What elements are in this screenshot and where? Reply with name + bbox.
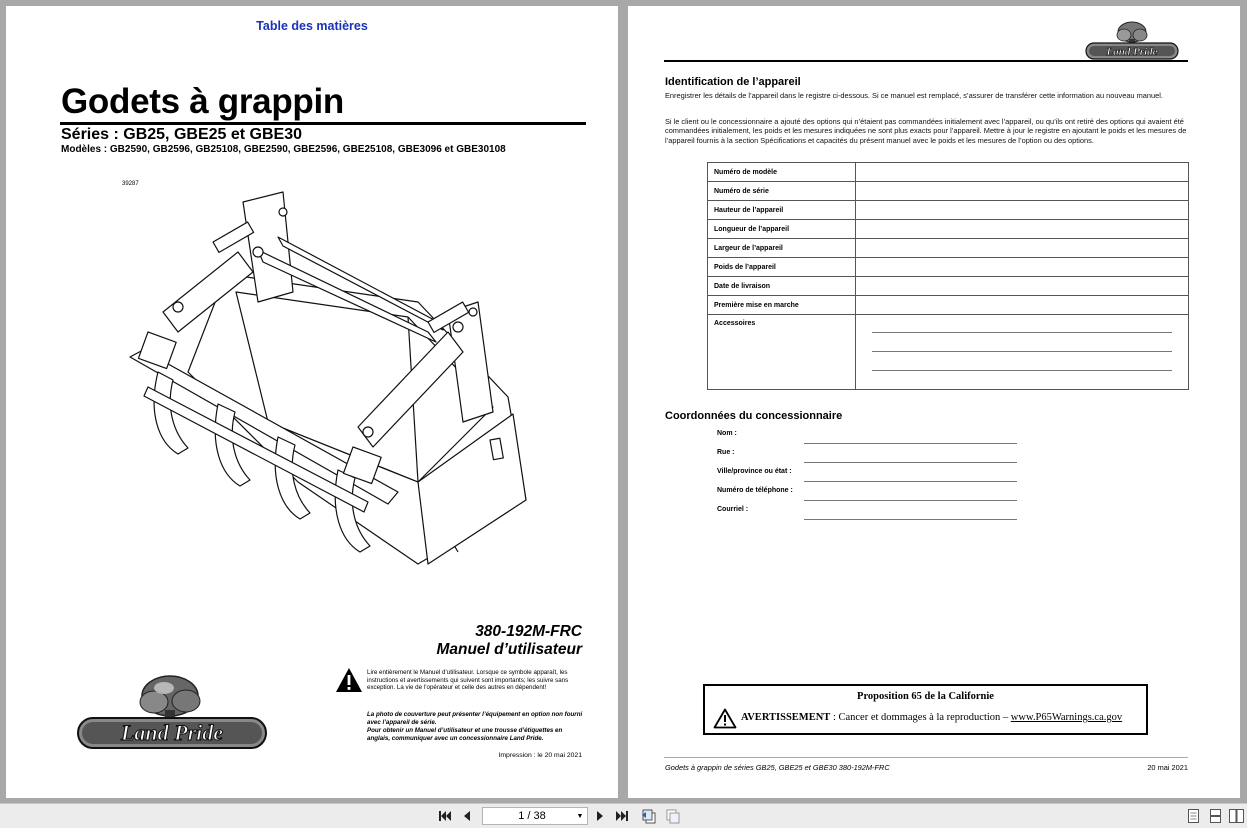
last-page-icon — [615, 810, 629, 822]
table-row — [708, 277, 1189, 296]
table-row — [708, 220, 1189, 239]
dealer-field-label: Numéro de téléphone : — [717, 487, 793, 494]
header-rule — [664, 60, 1188, 62]
go-back-view-button[interactable] — [640, 808, 658, 824]
register-value-cell[interactable] — [856, 163, 1189, 182]
chevron-down-icon: ▼ — [576, 812, 584, 820]
print-date: Impression : le 20 mai 2021 — [498, 752, 582, 759]
register-table — [707, 162, 1189, 390]
manual-name: Manuel d’utilisateur — [436, 641, 582, 658]
warning-triangle-icon — [335, 667, 363, 693]
register-value-cell[interactable] — [856, 277, 1189, 296]
forward-view-icon — [665, 808, 681, 824]
table-row — [708, 258, 1189, 277]
dealer-field-row[interactable] — [717, 449, 1017, 463]
dealer-field-row[interactable] — [717, 468, 1017, 482]
dealer-field-label: Ville/province ou état : — [717, 468, 792, 475]
footer-rule — [664, 757, 1188, 758]
title-rule — [60, 122, 586, 125]
accessories-label: Accessoires — [708, 315, 856, 390]
register-label: Longueur de l’appareil — [708, 220, 856, 239]
dealer-field-line — [804, 519, 1017, 520]
dealer-field-row[interactable] — [717, 430, 1017, 444]
register-value-cell[interactable] — [856, 258, 1189, 277]
register-value-cell[interactable] — [856, 201, 1189, 220]
models-line: Modèles : GB2590, GB2596, GB25108, GBE2590, GBE2596, GBE25108, GBE3096 et GBE30108 — [61, 144, 506, 155]
register-value-cell[interactable] — [856, 182, 1189, 201]
cover-page — [6, 6, 618, 798]
paragraph-register: Enregistrer les détails de l’appareil dans le registre ci-dessous. Si ce manuel est remplacé, s’assurer de transférer cette information au nouveau manuel. — [665, 91, 1163, 100]
dealer-field-line — [804, 462, 1017, 463]
register-value-cell[interactable] — [856, 296, 1189, 315]
grapple-bucket-illustration — [118, 182, 528, 572]
accessories-line — [872, 351, 1172, 352]
two-page-icon — [1229, 809, 1244, 823]
table-row — [708, 182, 1189, 201]
register-label: Poids de l’appareil — [708, 258, 856, 277]
dealer-field-row[interactable] — [717, 487, 1017, 501]
first-page-button[interactable] — [437, 808, 453, 824]
previous-page-button[interactable] — [460, 808, 474, 824]
dealer-field-row[interactable] — [717, 506, 1017, 520]
section-title-identification: Identification de l’appareil — [665, 76, 801, 88]
page-indicator: 1 / 38 — [518, 810, 546, 822]
table-row — [708, 296, 1189, 315]
dealer-field-label: Courriel : — [717, 506, 749, 513]
table-row — [708, 163, 1189, 182]
dealer-field-label: Nom : — [717, 430, 737, 437]
next-page-button[interactable] — [593, 808, 607, 824]
viewer-toolbar — [0, 803, 1247, 828]
continuous-view-button[interactable] — [1208, 808, 1222, 824]
p65-warnings-link[interactable]: www.P65Warnings.ca.gov — [1010, 712, 1123, 723]
prop65-warning-box — [703, 684, 1148, 735]
footer-date: 20 mai 2021 — [1147, 763, 1188, 772]
identification-page — [628, 6, 1240, 798]
register-label: Largeur de l’appareil — [708, 239, 856, 258]
accessories-cell[interactable] — [856, 315, 1189, 390]
register-label: Première mise en marche — [708, 296, 856, 315]
land-pride-logo-small — [1084, 20, 1180, 62]
prop65-description: : Cancer et dommages à la reproduction – — [830, 712, 1011, 723]
safety-warning-text: Lire entièrement le Manuel d’utilisateur. Lorsque ce symbole apparaît, les instructions et avertissements qui suivent sont importants; les suivre sans exception. La vie de l’opérateur et celle des autres en dépendent! — [367, 669, 569, 692]
single-page-view-button[interactable] — [1186, 808, 1200, 824]
logo-text: Land Pride — [120, 720, 224, 745]
first-page-icon — [438, 810, 452, 822]
dealer-field-line — [804, 443, 1017, 444]
prop65-text — [741, 712, 1122, 723]
cover-photo-note: La photo de couverture peut présenter l’équipement en option non fourni avec l’appareil de série. — [367, 711, 583, 726]
register-label: Hauteur de l’appareil — [708, 201, 856, 220]
figure-code: 39287 — [122, 181, 139, 187]
accessories-line — [872, 370, 1172, 371]
land-pride-logo — [74, 674, 270, 756]
dealer-field-label: Rue : — [717, 449, 735, 456]
table-row — [708, 239, 1189, 258]
footer-document-title: Godets à grappin de séries GB25, GBE25 et GBE30 380-192M-FRC — [665, 763, 890, 772]
go-forward-view-button[interactable] — [664, 808, 682, 824]
page-number-select[interactable] — [482, 807, 588, 825]
register-label: Date de livraison — [708, 277, 856, 296]
two-page-view-button[interactable] — [1228, 808, 1244, 824]
back-view-icon — [641, 808, 657, 824]
section-title-dealer: Coordonnées du concessionnaire — [665, 410, 843, 422]
next-page-icon — [595, 810, 605, 822]
register-value-cell[interactable] — [856, 239, 1189, 258]
series-subtitle: Séries : GB25, GBE25 et GBE30 — [61, 126, 302, 143]
document-title: Godets à grappin — [61, 82, 345, 121]
table-of-contents-link[interactable]: Table des matières — [256, 19, 368, 33]
table-row — [708, 201, 1189, 220]
dealer-field-line — [804, 500, 1017, 501]
manual-number: 380-192M-FRC — [475, 623, 582, 640]
single-page-icon — [1188, 809, 1199, 823]
accessories-line — [872, 332, 1172, 333]
prop65-warning-label: AVERTISSEMENT — [741, 712, 831, 723]
register-label: Numéro de série — [708, 182, 856, 201]
register-label: Numéro de modèle — [708, 163, 856, 182]
logo-text-small: Land Pride — [1106, 46, 1158, 58]
warning-triangle-outline-icon — [713, 708, 737, 729]
table-row — [708, 315, 1189, 390]
last-page-button[interactable] — [614, 808, 630, 824]
paragraph-options: Si le client ou le concessionnaire a ajouté des options qui n’étaient pas commandées initialement avec l’appareil, ou qu’ils ont retiré des options qui avaient été commandées initialement, les poids et les mesures indiquées ne sont plus exacts pour l’appareil. Mettre à jour le registre en ajoutant le poids et les mesures de l’appareil fournis à la section Spécifications et capacités du présent manuel avec le poids et les mesures de l’option ou des options. — [665, 117, 1187, 145]
previous-page-icon — [462, 810, 472, 822]
prop65-title: Proposition 65 de la Californie — [857, 691, 994, 702]
dealer-field-line — [804, 481, 1017, 482]
english-manual-note: Pour obtenir un Manuel d’utilisateur et une trousse d’étiquettes en anglais, communiquer avec un concessionnaire Land Pride. — [367, 727, 563, 742]
continuous-page-icon — [1210, 809, 1221, 823]
register-value-cell[interactable] — [856, 220, 1189, 239]
